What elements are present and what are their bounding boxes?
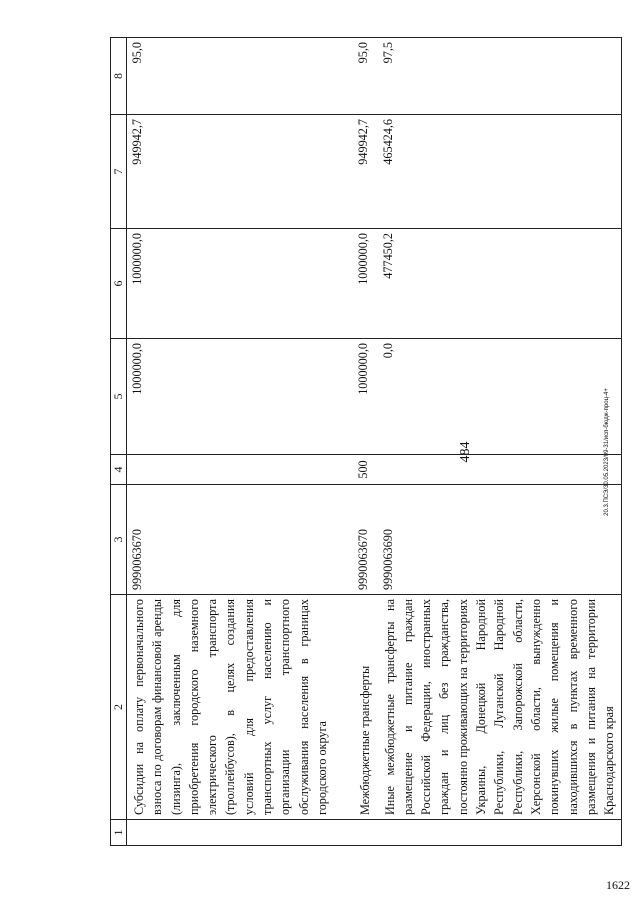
expense-type-cell: 500	[334, 455, 377, 485]
budget-table	[110, 37, 622, 846]
expense-type-cell	[378, 455, 622, 485]
column-header: 1	[111, 820, 127, 846]
row-number-cell	[378, 820, 622, 846]
table-row	[378, 38, 622, 846]
column-header: 5	[111, 339, 127, 455]
row-number-cell	[334, 820, 377, 846]
target-code-cell: 9990063690	[378, 485, 622, 595]
column-header: 4	[111, 455, 127, 485]
column-header: 6	[111, 229, 127, 339]
percent-cell: 95,0	[334, 38, 377, 115]
table-row	[127, 38, 335, 846]
table-row	[334, 38, 377, 846]
approved-amount-cell: 0,0	[378, 339, 622, 455]
column-header: 7	[111, 115, 127, 229]
header-row	[111, 38, 127, 846]
column-header: 2	[111, 595, 127, 820]
executed-amount-cell: 465424,6	[378, 115, 622, 229]
page-number: 484	[458, 441, 473, 463]
approved-amount-cell: 1000000,0	[127, 339, 335, 455]
description-cell: Иные межбюджетные трансферты на размещение и питание граждан Российской Федерации, иностранных граждан и лиц без гражданства, постоянно проживающих на территориях Украины, Донецкой Народной Республики, Луганской Народной Республики, Запорожской области, Херсонской области, вынужденно покинувших жилые помещения и находившихся в пунктах временного размещения и питания на территории Краснодарского края	[378, 595, 622, 820]
column-header: 3	[111, 485, 127, 595]
target-code-cell: 9990063670	[127, 485, 335, 595]
description-cell: Межбюджетные трансферты	[334, 595, 377, 820]
approved-amount-cell: 1000000,0	[334, 339, 377, 455]
target-code-cell: 9990063670	[334, 485, 377, 595]
document-code: 20.3.ПСЭ/30.05.2023/09-31/исп-бюдж-проц-4+	[604, 388, 610, 516]
planned-amount-cell: 1000000,0	[334, 229, 377, 339]
expense-type-cell	[127, 455, 335, 485]
percent-cell: 97,5	[378, 38, 622, 115]
planned-amount-cell: 477450,2	[378, 229, 622, 339]
percent-cell: 95,0	[127, 38, 335, 115]
planned-amount-cell: 1000000,0	[127, 229, 335, 339]
sheet-number: 1622	[606, 878, 630, 892]
executed-amount-cell: 949942,7	[127, 115, 335, 229]
description-cell: Субсидии на оплату первоначального взноса по договорам финансовой аренды (лизинга), заключенным для приобретения городского наземного электрического транспорта (троллейбусов), в целях создания условий для предоставления транспортных услуг населению и организации транспортного обслуживания населения в границах городского округа	[127, 595, 335, 820]
row-number-cell	[127, 820, 335, 846]
column-header: 8	[111, 38, 127, 115]
executed-amount-cell: 949942,7	[334, 115, 377, 229]
